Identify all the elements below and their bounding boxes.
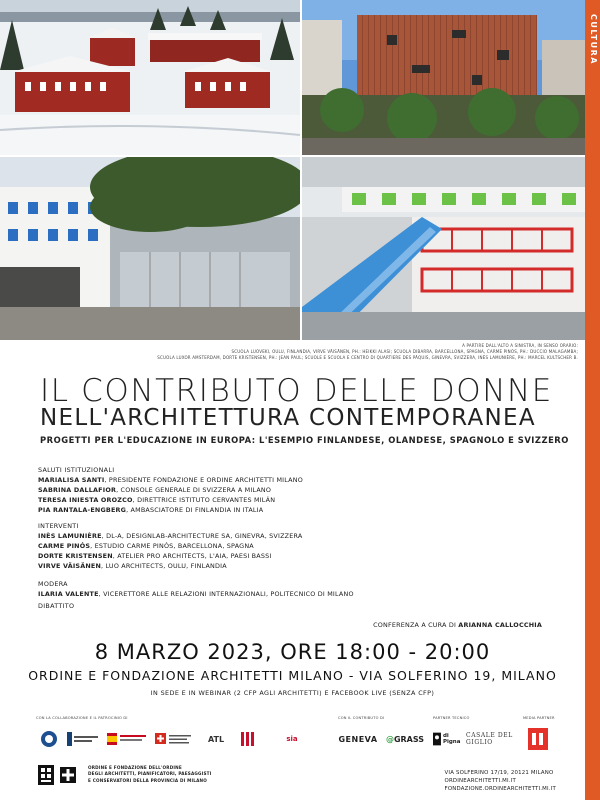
grass-logo-prefix: @ [385, 734, 394, 744]
sia-logo [264, 728, 320, 750]
photo-credit-line: A PARTIRE DALL'ALTO A SINISTRA, IN SENSO ORARIO: [462, 343, 578, 348]
address-line: VIA SOLFERINO 17/19, 20121 MILANO [444, 770, 554, 776]
speaker-role: , AMBASCIATORE DI FINLANDIA IN ITALIA [126, 506, 264, 514]
curated-by [373, 621, 542, 629]
speaker-name: INÈS LAMUNIÈRE [38, 532, 102, 540]
speaker-name: SABRINA DALLAFIOR [38, 486, 117, 494]
organizer-block [38, 765, 211, 789]
fondazione-website-link[interactable]: FONDAZIONE.ORDINEARCHITETTI.MI.IT [444, 786, 556, 792]
geneva-logo-text: GENEVA [338, 734, 378, 744]
event-venue: ORDINE E FONDAZIONE ARCHITETTI MILANO - VIA SOLFERINO 19, MILANO [28, 668, 557, 683]
organizer-line: DEGLI ARCHITETTI, PIANIFICATORI, PAESAGGISTI [88, 771, 212, 777]
main-title: IL CONTRIBUTO DELLE DONNE [40, 373, 553, 409]
side-accent-band [585, 0, 600, 800]
subtitle: PROGETTI PER L'EDUCAZIONE IN EUROPA: L'ESEMPIO FINLANDESE, OLANDESE, SPAGNOLO E SVIZZERO [40, 435, 569, 445]
speaker-line [38, 551, 302, 561]
main-title-line2: NELL'ARCHITETTURA CONTEMPORANEA [40, 405, 536, 431]
photo-red-facade [302, 157, 585, 340]
ordine-logo [38, 765, 54, 789]
speaker-line [38, 505, 303, 515]
casale-gigli-logo-text: CASALE DEL GIGLIO [466, 732, 513, 746]
fondazione-logo [60, 765, 76, 789]
address-block [445, 769, 556, 793]
speaker-role: , LUO ARCHITECTS, OULU, FINLANDIA [101, 562, 227, 570]
netherlands-logo [66, 728, 100, 750]
grass-logo [382, 728, 428, 750]
section-heading: DIBATTITO [38, 602, 75, 610]
speaker-name: VIRVE VÄISÄNEN [38, 562, 102, 570]
cervantes-logo [236, 728, 258, 750]
sia-logo-text: sia [286, 735, 298, 743]
photo-credit-line: SCUOLA LUOVEKI, OULU, FINLANDIA, VIRVE VÄISÄNEN, PH.: HEIKKI ALASI; SCUOLA DIBARRA, BARCELLONA, SPAGNA, CARME PINÓS, PH.: DUCCIO MALAGAMBA; [231, 349, 578, 354]
speaker-name: PIA RANTALA-ENGBERG [38, 506, 127, 514]
pigna-logo [433, 726, 463, 752]
speaker-name: ILARIA VALENTE [38, 590, 99, 598]
politecnico-logo [38, 728, 60, 750]
tech-partner-label: PARTNER TECNICO [433, 716, 470, 720]
atl-logo-text: ATL [207, 734, 225, 744]
grass-logo-text [386, 735, 424, 744]
event-webinar-info: IN SEDE E IN WEBINAR (2 CFP AGLI ARCHITETTI) E FACEBOOK LIVE (SENZA CFP) [150, 689, 435, 697]
organizer-line: ORDINE E FONDAZIONE DELL'ORDINE [88, 765, 182, 770]
speaker-line [38, 495, 303, 505]
saluti-section [38, 465, 303, 515]
sponsor-logo-row [36, 716, 581, 756]
speaker-role: , DIRETTRICE ISTITUTO CERVANTES MILÁN [132, 496, 276, 504]
collab-label: CON LA COLLABORAZIONE E IL PATROCINIO DI [36, 716, 128, 720]
section-heading: INTERVENTI [38, 522, 79, 530]
speaker-line [38, 541, 302, 551]
section-heading: MODERA [38, 580, 68, 588]
geneva-logo [338, 728, 378, 750]
speaker-role: , ATELIER PRO ARCHITECTS, L'AIA, PAESI BASSI [112, 552, 272, 560]
organizer-name [88, 765, 211, 784]
speaker-line [38, 589, 354, 599]
modera-section [38, 579, 354, 599]
dibattito-section [38, 601, 74, 611]
speaker-name: MARIALISA SANTI [38, 476, 105, 484]
speaker-role: , VICERETTORE ALLE RELAZIONI INTERNAZIONALI, POLITECNICO DI MILANO [98, 590, 354, 598]
speaker-name: TERESA INIESTA OROZCO [38, 496, 133, 504]
speaker-role: , ESTUDIO CARME PINÓS, BARCELLONA, SPAGNA [90, 542, 254, 550]
speaker-name: DORTE KRISTENSEN [38, 552, 113, 560]
grass-logo-word: GRASS [393, 734, 425, 744]
speaker-name: CARME PINÓS [38, 542, 91, 550]
photo-copper-building [302, 0, 585, 155]
atl-logo [201, 728, 231, 750]
speaker-line [38, 531, 302, 541]
category-label: CULTURA [589, 14, 598, 65]
section-heading: SALUTI ISTITUZIONALI [38, 466, 115, 474]
speaker-role: , DL-A, DESIGNLAB-ARCHITECTURE SA, GINEVRA, SVIZZERA [101, 532, 303, 540]
cultural-spain-logo [106, 728, 148, 750]
photo-credit-line: SCUOLA LUXOR AMSTERDAM, DORTE KRISTENSEN, PH.: JEAN PAUL; SCUOLE E SCUOLA E CENTRO DI QUARTIERE DES PÂQUIS, GINEVRA, SVIZZERA, INÈS LAMUNIÈRE, PH.: MARCEL KULTSCHER B. [157, 355, 578, 360]
speaker-line [38, 485, 303, 495]
curated-prefix: CONFERENZA A CURA DI [373, 621, 459, 629]
swiss-logo [154, 728, 194, 750]
speaker-role: , CONSOLE GENERALE DI SVIZZERA A MILANO [116, 486, 272, 494]
media-partner-logo [526, 726, 550, 752]
speaker-line [38, 561, 302, 571]
photo-grid [0, 0, 585, 340]
casale-gigli-logo [466, 728, 524, 750]
photo-snowy-school [0, 0, 300, 155]
curator-name: ARIANNA CALLOCCHIA [458, 621, 542, 629]
photo-credits [118, 343, 578, 361]
media-partner-label: MEDIA PARTNER [523, 716, 555, 720]
speaker-role: , PRESIDENTE FONDAZIONE E ORDINE ARCHITETTI MILANO [104, 476, 303, 484]
contrib-label: CON IL CONTRIBUTO DI [338, 716, 385, 720]
pigna-logo-text: di Pigna [442, 733, 461, 745]
organizer-line: E CONSERVATORI DELLA PROVINCIA DI MILANO [88, 777, 208, 783]
speaker-line [38, 475, 303, 485]
website-link[interactable]: ORDINEARCHITETTI.MI.IT [444, 778, 517, 784]
interventi-section [38, 521, 302, 571]
event-date: 8 MARZO 2023, ORE 18:00 - 20:00 [94, 640, 491, 664]
photo-white-building [0, 157, 300, 340]
